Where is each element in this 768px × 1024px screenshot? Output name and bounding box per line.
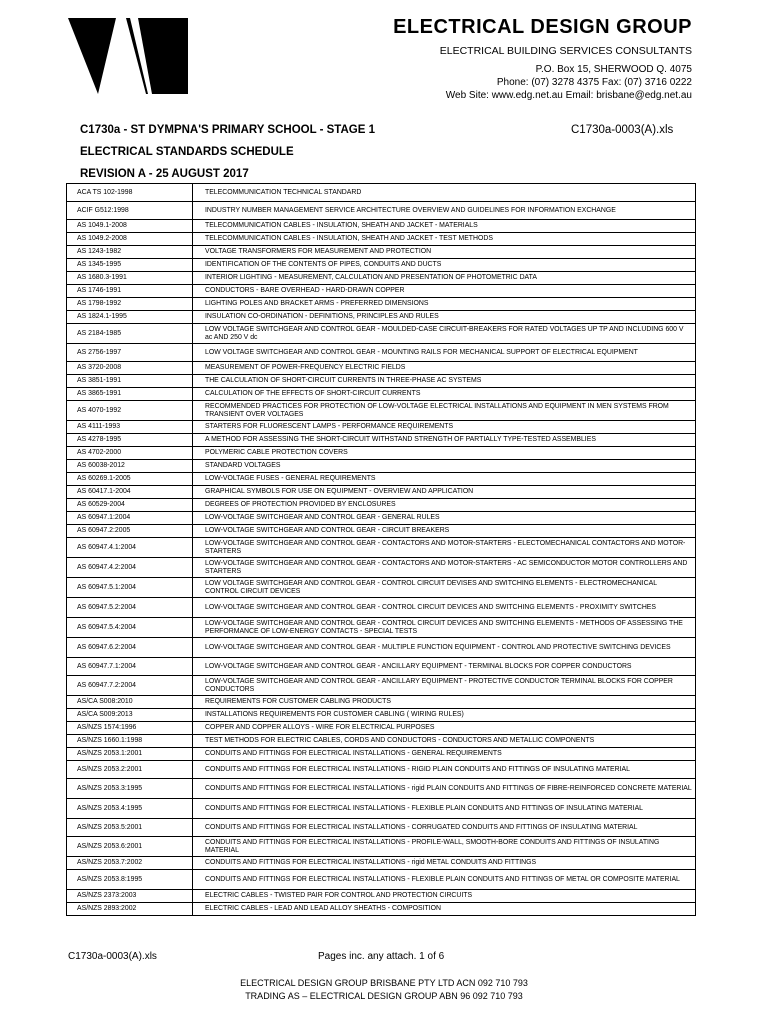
standard-description: LOW-VOLTAGE SWITCHGEAR AND CONTROL GEAR - ANCILLARY EQUIPMENT - PROTECTIVE CONDUCTOR TERMINAL BLOCKS FOR COPPER CONDUCTORS	[193, 676, 696, 696]
table-row	[67, 779, 696, 799]
standard-description: CONDUITS AND FITTINGS FOR ELECTRICAL INSTALLATIONS - CORRUGATED CONDUITS AND FITTINGS OF INSULATING MATERIAL	[193, 819, 696, 837]
table-row	[67, 857, 696, 870]
table-row	[67, 748, 696, 761]
table-row	[67, 259, 696, 272]
standard-code: AS 60947.5.4:2004	[67, 618, 193, 638]
table-row	[67, 344, 696, 362]
standard-code: AS/NZS 2053.6:2001	[67, 837, 193, 857]
table-row	[67, 473, 696, 486]
table-row	[67, 512, 696, 525]
standard-description: RECOMMENDED PRACTICES FOR PROTECTION OF LOW-VOLTAGE ELECTRICAL INSTALLATIONS AND EQUIPMENT IN MEN SYSTEMS FROM TRANSIENT OVER VOLTAGES	[193, 401, 696, 421]
table-row	[67, 375, 696, 388]
standard-code: ACIF G512:1998	[67, 202, 193, 220]
standard-description: TEST METHODS FOR ELECTRIC CABLES, CORDS AND CONDUCTORS - CONDUCTORS AND METALLIC COMPONENTS	[193, 735, 696, 748]
standard-code: AS 60947.7.2:2004	[67, 676, 193, 696]
table-row	[67, 799, 696, 819]
standard-code: AS 60947.1:2004	[67, 512, 193, 525]
standard-description: STARTERS FOR FLUORESCENT LAMPS - PERFORMANCE REQUIREMENTS	[193, 421, 696, 434]
standard-description: CONDUITS AND FITTINGS FOR ELECTRICAL INSTALLATIONS - RIGID PLAIN CONDUITS AND FITTINGS OF INSULATING MATERIAL	[193, 761, 696, 779]
table-row	[67, 388, 696, 401]
standard-code: AS 1680.3-1991	[67, 272, 193, 285]
standard-description: CONDUITS AND FITTINGS FOR ELECTRICAL INSTALLATIONS - GENERAL REQUIREMENTS	[193, 748, 696, 761]
table-row	[67, 890, 696, 903]
standard-code: AS/NZS 2053.7:2002	[67, 857, 193, 870]
standard-description: A METHOD FOR ASSESSING THE SHORT-CIRCUIT WITHSTAND STRENGTH OF PARTIALLY TYPE-TESTED ASSEMBLIES	[193, 434, 696, 447]
table-row	[67, 486, 696, 499]
table-row	[67, 202, 696, 220]
standard-description: CONDUCTORS - BARE OVERHEAD - HARD-DRAWN COPPER	[193, 285, 696, 298]
standard-description: COPPER AND COPPER ALLOYS - WIRE FOR ELECTRICAL PURPOSES	[193, 722, 696, 735]
standard-code: ACA TS 102-1998	[67, 184, 193, 202]
table-row	[67, 696, 696, 709]
standard-code: AS/NZS 2053.3:1995	[67, 779, 193, 799]
standard-description: CONDUITS AND FITTINGS FOR ELECTRICAL INSTALLATIONS - rigid METAL CONDUITS AND FITTINGS	[193, 857, 696, 870]
standard-description: TELECOMMUNICATION TECHNICAL STANDARD	[193, 184, 696, 202]
standard-code: AS 3851-1991	[67, 375, 193, 388]
standard-code: AS 1345-1995	[67, 259, 193, 272]
standard-code: AS 1824.1-1995	[67, 311, 193, 324]
table-row	[67, 538, 696, 558]
standard-code: AS 60947.4.2:2004	[67, 558, 193, 578]
standard-code: AS 4702-2000	[67, 447, 193, 460]
table-row	[67, 220, 696, 233]
standard-code: AS/NZS 2373:2003	[67, 890, 193, 903]
standard-description: INSTALLATIONS REQUIREMENTS FOR CUSTOMER CABLING ( WIRING RULES)	[193, 709, 696, 722]
standard-description: TELECOMMUNICATION CABLES - INSULATION, SHEATH AND JACKET - MATERIALS	[193, 220, 696, 233]
company-web: Web Site: www.edg.net.au Email: brisbane@edg.net.au	[445, 90, 692, 101]
standard-code: AS 60947.7.1:2004	[67, 658, 193, 676]
table-row	[67, 184, 696, 202]
standard-code: AS/NZS 2053.8:1995	[67, 870, 193, 890]
standard-code: AS/NZS 2893:2002	[67, 903, 193, 916]
standard-description: LOW-VOLTAGE SWITCHGEAR AND CONTROL GEAR - CONTACTORS AND MOTOR-STARTERS - AC SEMICONDUCTOR MOTOR CONTROLLERS AND STARTERS	[193, 558, 696, 578]
standard-description: ELECTRIC CABLES - LEAD AND LEAD ALLOY SHEATHS - COMPOSITION	[193, 903, 696, 916]
table-row	[67, 638, 696, 658]
table-row	[67, 499, 696, 512]
standard-code: AS/NZS 2053.1:2001	[67, 748, 193, 761]
standard-description: REQUIREMENTS FOR CUSTOMER CABLING PRODUCTS	[193, 696, 696, 709]
standard-code: AS 60947.4.1:2004	[67, 538, 193, 558]
standard-description: LOW-VOLTAGE SWITCHGEAR AND CONTROL GEAR - CONTACTORS AND MOTOR-STARTERS - ELECTOMECHANICAL CONTACTORS AND MOTOR-STARTERS	[193, 538, 696, 558]
standard-description: INTERIOR LIGHTING - MEASUREMENT, CALCULATION AND PRESENTATION OF PHOTOMETRIC DATA	[193, 272, 696, 285]
table-row	[67, 362, 696, 375]
table-row	[67, 598, 696, 618]
standard-code: AS/CA S009:2013	[67, 709, 193, 722]
company-logo	[68, 18, 188, 94]
standards-table	[66, 183, 696, 916]
standard-code: AS 1049.2-2008	[67, 233, 193, 246]
revision-line: REVISION A - 25 AUGUST 2017	[80, 168, 249, 180]
footer-company-line-1: ELECTRICAL DESIGN GROUP BRISBANE PTY LTD ACN 092 710 793	[240, 978, 528, 988]
company-phone: Phone: (07) 3278 4375 Fax: (07) 3716 0222	[496, 77, 692, 88]
standard-description: CONDUITS AND FITTINGS FOR ELECTRICAL INSTALLATIONS - PROFILE-WALL, SMOOTH-BORE CONDUITS AND FITTINGS OF INSULATING MATERIAL	[193, 837, 696, 857]
table-row	[67, 837, 696, 857]
standard-code: AS/NZS 2053.5:2001	[67, 819, 193, 837]
letterhead	[393, 16, 692, 102]
standard-description: LOW-VOLTAGE SWITCHGEAR AND CONTROL GEAR - GENERAL RULES	[193, 512, 696, 525]
standard-description: DEGREES OF PROTECTION PROVIDED BY ENCLOSURES	[193, 499, 696, 512]
standard-description: ELECTRIC CABLES - TWISTED PAIR FOR CONTROL AND PROTECTION CIRCUITS	[193, 890, 696, 903]
standard-code: AS/CA S008:2010	[67, 696, 193, 709]
table-row	[67, 618, 696, 638]
schedule-title: ELECTRICAL STANDARDS SCHEDULE	[80, 146, 294, 158]
table-row	[67, 233, 696, 246]
standard-description: VOLTAGE TRANSFORMERS FOR MEASUREMENT AND PROTECTION	[193, 246, 696, 259]
standard-code: AS 60417.1-2004	[67, 486, 193, 499]
company-tagline: ELECTRICAL BUILDING SERVICES CONSULTANTS	[439, 45, 692, 57]
standard-code: AS 60947.5.1:2004	[67, 578, 193, 598]
standard-code: AS 60947.6.2:2004	[67, 638, 193, 658]
standard-description: STANDARD VOLTAGES	[193, 460, 696, 473]
standard-code: AS 60947.5.2:2004	[67, 598, 193, 618]
standard-code: AS 4278-1995	[67, 434, 193, 447]
standard-description: LOW-VOLTAGE SWITCHGEAR AND CONTROL GEAR - ANCILLARY EQUIPMENT - TERMINAL BLOCKS FOR COPPER CONDUCTORS	[193, 658, 696, 676]
standard-code: AS/NZS 1660.1:1998	[67, 735, 193, 748]
standard-code: AS 3720-2008	[67, 362, 193, 375]
table-row	[67, 246, 696, 259]
standard-code: AS 60038-2012	[67, 460, 193, 473]
standard-description: CONDUITS AND FITTINGS FOR ELECTRICAL INSTALLATIONS - FLEXIBLE PLAIN CONDUITS AND FITTINGS OF METAL OR COMPOSITE MATERIAL	[193, 870, 696, 890]
table-row	[67, 819, 696, 837]
standard-code: AS 4070-1992	[67, 401, 193, 421]
footer-company-line-2: TRADING AS – ELECTRICAL DESIGN GROUP ABN 96 092 710 793	[245, 991, 523, 1001]
standard-code: AS 2756-1997	[67, 344, 193, 362]
standard-description: LOW-VOLTAGE SWITCHGEAR AND CONTROL GEAR - CONTROL CIRCUIT DEVICES AND SWITCHING ELEMENTS - PROXIMITY SWITCHES	[193, 598, 696, 618]
table-row	[67, 298, 696, 311]
standard-description: LOW VOLTAGE SWITCHGEAR AND CONTROL GEAR - CONTROL CIRCUIT DEVISES AND SWITCHING ELEMENTS - ELECTROMECHANICAL CONTROL CIRCUIT DEVICES	[193, 578, 696, 598]
footer-page-count: Pages inc. any attach. 1 of 6	[318, 951, 445, 962]
standard-description: INDUSTRY NUMBER MANAGEMENT SERVICE ARCHITECTURE OVERVIEW AND GUIDELINES FOR INFORMATION EXCHANGE	[193, 202, 696, 220]
table-row	[67, 311, 696, 324]
standard-description: GRAPHICAL SYMBOLS FOR USE ON EQUIPMENT - OVERVIEW AND APPLICATION	[193, 486, 696, 499]
standard-description: CALCULATION OF THE EFFECTS OF SHORT-CIRCUIT CURRENTS	[193, 388, 696, 401]
table-row	[67, 434, 696, 447]
standard-description: INSULATION CO-ORDINATION - DEFINITIONS, PRINCIPLES AND RULES	[193, 311, 696, 324]
standard-code: AS 60947.2:2005	[67, 525, 193, 538]
table-row	[67, 722, 696, 735]
table-row	[67, 460, 696, 473]
file-reference: C1730a-0003(A).xls	[571, 124, 674, 136]
standard-description: LOW-VOLTAGE SWITCHGEAR AND CONTROL GEAR - CIRCUIT BREAKERS	[193, 525, 696, 538]
standard-code: AS 60529-2004	[67, 499, 193, 512]
table-row	[67, 761, 696, 779]
table-row	[67, 447, 696, 460]
table-row	[67, 658, 696, 676]
standard-description: IDENTIFICATION OF THE CONTENTS OF PIPES, CONDUITS AND DUCTS	[193, 259, 696, 272]
table-row	[67, 421, 696, 434]
standard-code: AS 3865-1991	[67, 388, 193, 401]
standard-description: THE CALCULATION OF SHORT-CIRCUIT CURRENTS IN THREE-PHASE AC SYSTEMS	[193, 375, 696, 388]
standard-description: POLYMERIC CABLE PROTECTION COVERS	[193, 447, 696, 460]
table-row	[67, 578, 696, 598]
company-address: P.O. Box 15, SHERWOOD Q. 4075	[535, 64, 692, 75]
standard-code: AS 1746-1991	[67, 285, 193, 298]
table-row	[67, 401, 696, 421]
standard-description: LOW-VOLTAGE FUSES - GENERAL REQUIREMENTS	[193, 473, 696, 486]
standard-description: CONDUITS AND FITTINGS FOR ELECTRICAL INSTALLATIONS - FLEXIBLE PLAIN CONDUITS AND FITTINGS OF INSULATING MATERIAL	[193, 799, 696, 819]
standard-description: LOW-VOLTAGE SWITCHGEAR AND CONTROL GEAR - CONTROL CIRCUIT DEVICES AND SWITCHING ELEMENTS - METHODS OF ASSESSING THE PERFORMANCE OF LOW-ENERGY CONTACTS - SPECIAL TESTS	[193, 618, 696, 638]
standard-code: AS 60269.1-2005	[67, 473, 193, 486]
table-row	[67, 272, 696, 285]
standard-code: AS 1243-1982	[67, 246, 193, 259]
table-row	[67, 735, 696, 748]
standard-description: LOW-VOLTAGE SWITCHGEAR AND CONTROL GEAR - MULTIPLE FUNCTION EQUIPMENT - CONTROL AND PROTECTIVE SWITCHING DEVICES	[193, 638, 696, 658]
table-row	[67, 525, 696, 538]
standard-description: CONDUITS AND FITTINGS FOR ELECTRICAL INSTALLATIONS - rigid PLAIN CONDUITS AND FITTINGS OF FIBRE-REINFORCED CONCRETE MATERIAL	[193, 779, 696, 799]
standard-description: LOW VOLTAGE SWITCHGEAR AND CONTROL GEAR - MOULDED-CASE CIRCUIT-BREAKERS FOR RATED VOLTAGES UP TP AND INCLUDING 600 V ac AND 250 V dc	[193, 324, 696, 344]
standard-code: AS 2184-1985	[67, 324, 193, 344]
table-row	[67, 870, 696, 890]
standard-code: AS 1049.1-2008	[67, 220, 193, 233]
standard-code: AS/NZS 2053.2:2001	[67, 761, 193, 779]
footer-file-reference: C1730a-0003(A).xls	[68, 951, 157, 962]
company-name: ELECTRICAL DESIGN GROUP	[393, 16, 692, 38]
standard-description: LOW VOLTAGE SWITCHGEAR AND CONTROL GEAR - MOUNTING RAILS FOR MECHANICAL SUPPORT OF ELECTRICAL EQUIPMENT	[193, 344, 696, 362]
table-row	[67, 709, 696, 722]
standard-description: MEASUREMENT OF POWER-FREQUENCY ELECTRIC FIELDS	[193, 362, 696, 375]
job-title: C1730a - ST DYMPNA'S PRIMARY SCHOOL - STAGE 1	[80, 124, 375, 136]
standard-code: AS 1798-1992	[67, 298, 193, 311]
table-row	[67, 903, 696, 916]
standard-description: TELECOMMUNICATION CABLES - INSULATION, SHEATH AND JACKET - TEST METHODS	[193, 233, 696, 246]
standard-code: AS/NZS 1574:1996	[67, 722, 193, 735]
table-row	[67, 324, 696, 344]
table-row	[67, 285, 696, 298]
table-row	[67, 558, 696, 578]
standard-description: LIGHTING POLES AND BRACKET ARMS - PREFERRED DIMENSIONS	[193, 298, 696, 311]
standard-code: AS 4111-1993	[67, 421, 193, 434]
table-row	[67, 676, 696, 696]
standard-code: AS/NZS 2053.4:1995	[67, 799, 193, 819]
